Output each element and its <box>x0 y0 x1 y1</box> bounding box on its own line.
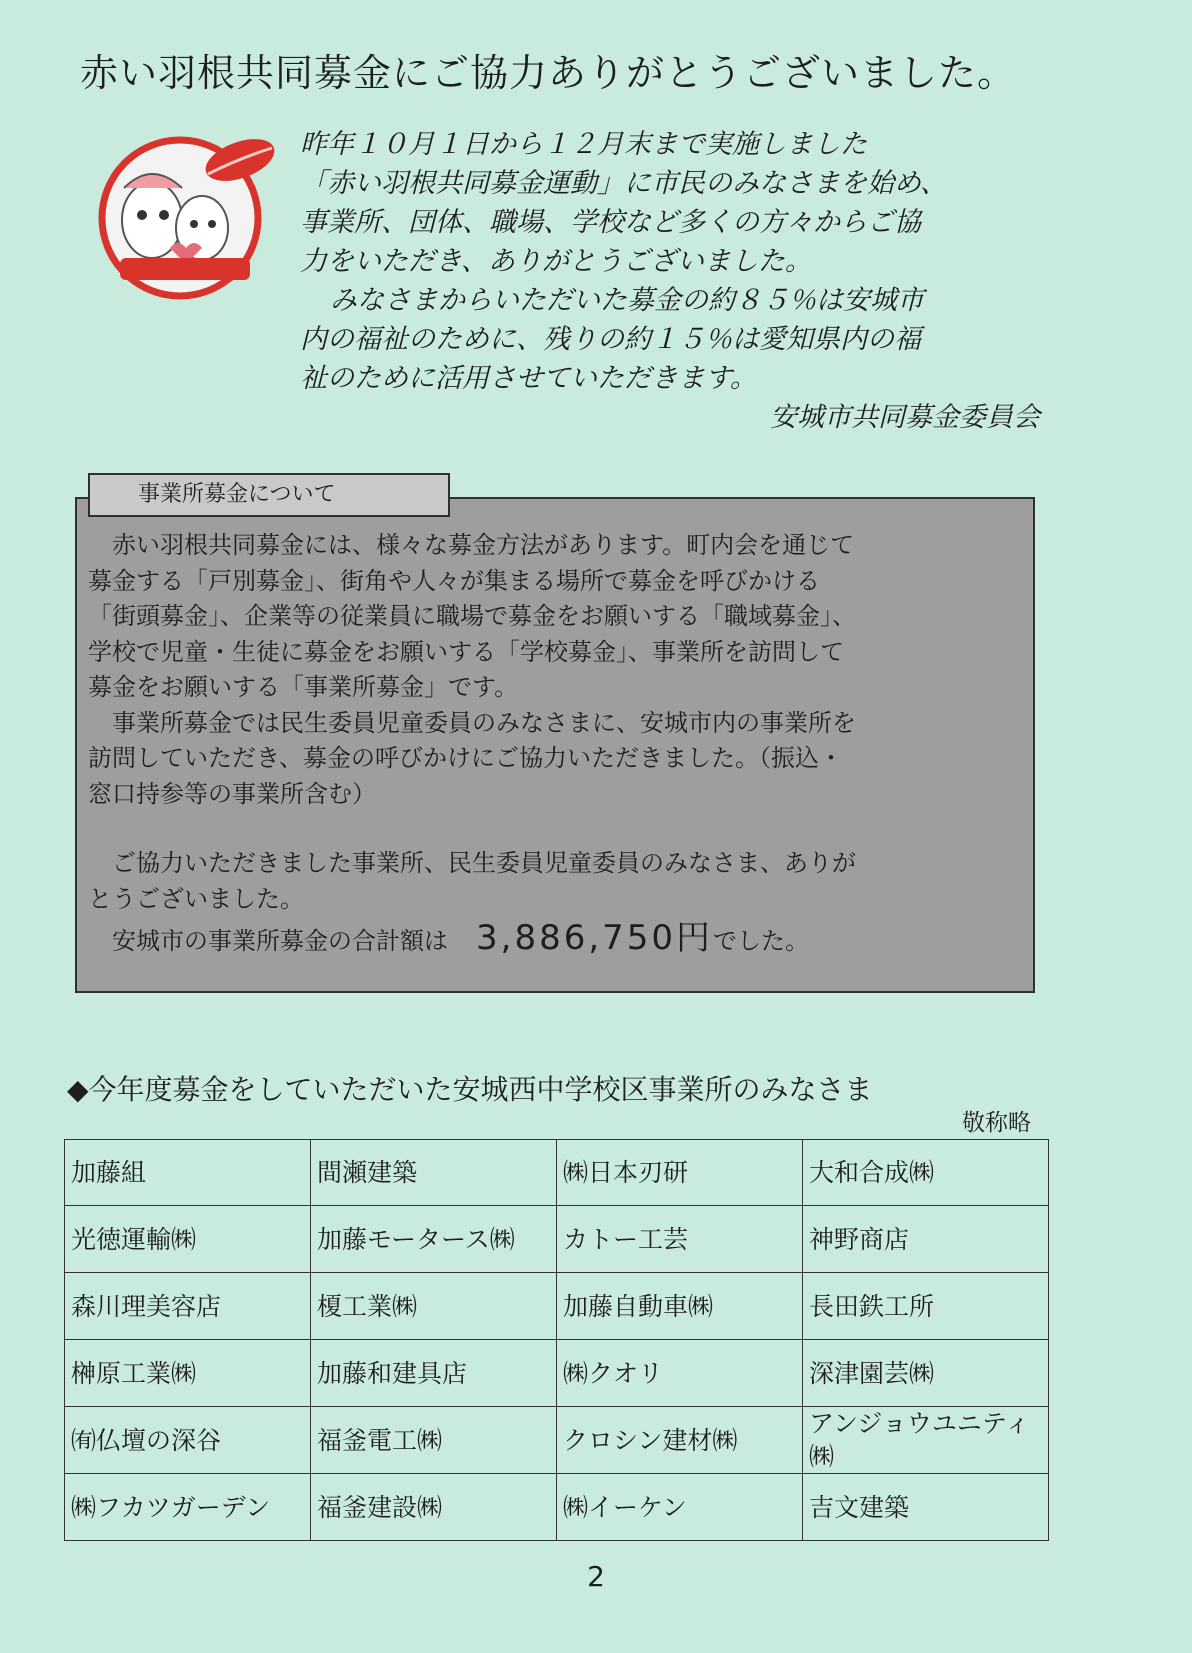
table-cell: 神野商店 <box>803 1206 1049 1273</box>
total-suffix: でした。 <box>713 927 810 955</box>
page-number: 2 <box>587 1560 605 1593</box>
table-cell: 吉文建築 <box>803 1474 1049 1541</box>
table-cell: 深津園芸㈱ <box>803 1340 1049 1407</box>
total-line <box>88 918 1018 960</box>
notice-label: 事業所募金について <box>88 473 450 517</box>
table-cell: 大和合成㈱ <box>803 1140 1049 1206</box>
table-cell: アンジョウユニティ㈱ <box>803 1407 1049 1474</box>
table-cell: カトー工芸 <box>557 1206 803 1273</box>
table-row <box>65 1407 1049 1474</box>
table-cell: 加藤和建具店 <box>311 1340 557 1407</box>
notice-line: 訪問していただき、募金の呼びかけにご協力いただきました。（振込・ <box>88 744 844 772</box>
table-row <box>65 1273 1049 1340</box>
notice-line: 学校で児童・生徒に募金をお願いする「学校募金」、事業所を訪問して <box>88 637 844 666</box>
table-cell: 森川理美容店 <box>65 1273 311 1340</box>
table-cell: ㈱日本刃研 <box>557 1140 803 1206</box>
total-amount: 3,886,750円 <box>476 918 714 958</box>
table-cell: 福釜建設㈱ <box>311 1474 557 1541</box>
notice-line: 「街頭募金」、企業等の従業員に職場で募金をお願いする「職域募金」、 <box>88 602 856 630</box>
table-cell: 長田鉄工所 <box>803 1273 1049 1340</box>
table-cell: ㈱フカツガーデン <box>65 1474 311 1541</box>
page-title: 赤い羽根共同募金にご協力ありがとうございました。 <box>80 51 1017 95</box>
intro-message <box>300 125 1040 437</box>
table-cell: 榊原工業㈱ <box>65 1340 311 1407</box>
table-cell: クロシン建材㈱ <box>557 1407 803 1474</box>
notice-line: 事業所募金では民生委員児童委員のみなさまに、安城市内の事業所を <box>112 708 856 737</box>
table-cell: ㈱クオリ <box>557 1340 803 1407</box>
table-row <box>65 1474 1049 1541</box>
list-heading: ◆今年度募金をしていただいた安城西中学校区事業所のみなさま <box>67 1073 873 1106</box>
intro-line: 内の福祉のために、残りの約１５％は愛知県内の福 <box>300 324 921 355</box>
notice-line: ご協力いただきました事業所、民生委員児童委員のみなさま、ありが <box>112 849 856 877</box>
intro-signature: 安城市共同募金委員会 <box>770 402 1040 433</box>
table-cell: 榎工業㈱ <box>311 1273 557 1340</box>
table-row <box>65 1140 1049 1206</box>
table-row <box>65 1340 1049 1407</box>
intro-line: 「赤い羽根共同募金運動」に市民のみなさまを始め、 <box>300 168 947 199</box>
table-cell: 加藤モータース㈱ <box>311 1206 557 1273</box>
notice-line: 赤い羽根共同募金には、様々な募金方法があります。町内会を通じて <box>112 531 855 559</box>
red-feather-mascot-icon <box>90 130 290 300</box>
table-cell: 福釜電工㈱ <box>311 1407 557 1474</box>
intro-line: 事業所、団体、職場、学校など多くの方々からご協 <box>300 207 921 238</box>
notice-line: 募金する「戸別募金」、街角や人々が集まる場所で募金を呼びかける <box>88 566 820 595</box>
notice-body <box>88 528 1018 960</box>
notice-line: 窓口持参等の事業所含む） <box>88 779 376 808</box>
notice-line: 募金をお願いする「事業所募金」です。 <box>88 673 519 701</box>
table-cell: 加藤自動車㈱ <box>557 1273 803 1340</box>
table-cell: 間瀬建築 <box>311 1140 557 1206</box>
intro-line: みなさまからいただいた募金の約８５％は安城市 <box>330 285 924 316</box>
notice-line: とうございました。 <box>88 884 304 913</box>
table-cell: ㈱イーケン <box>557 1474 803 1541</box>
table-cell: ㈲仏壇の深谷 <box>65 1407 311 1474</box>
table-cell: 加藤組 <box>65 1140 311 1206</box>
table-row <box>65 1206 1049 1273</box>
honorific-note: 敬称略 <box>962 1110 1031 1136</box>
total-prefix: 安城市の事業所募金の合計額は <box>112 927 448 955</box>
table-cell: 光徳運輸㈱ <box>65 1206 311 1273</box>
company-table <box>64 1139 1049 1541</box>
intro-line: 祉のために活用させていただきます。 <box>300 363 757 394</box>
intro-line: 昨年１０月１日から１２月末まで実施しました <box>300 129 867 160</box>
intro-line: 力をいただき、ありがとうございました。 <box>300 246 812 277</box>
